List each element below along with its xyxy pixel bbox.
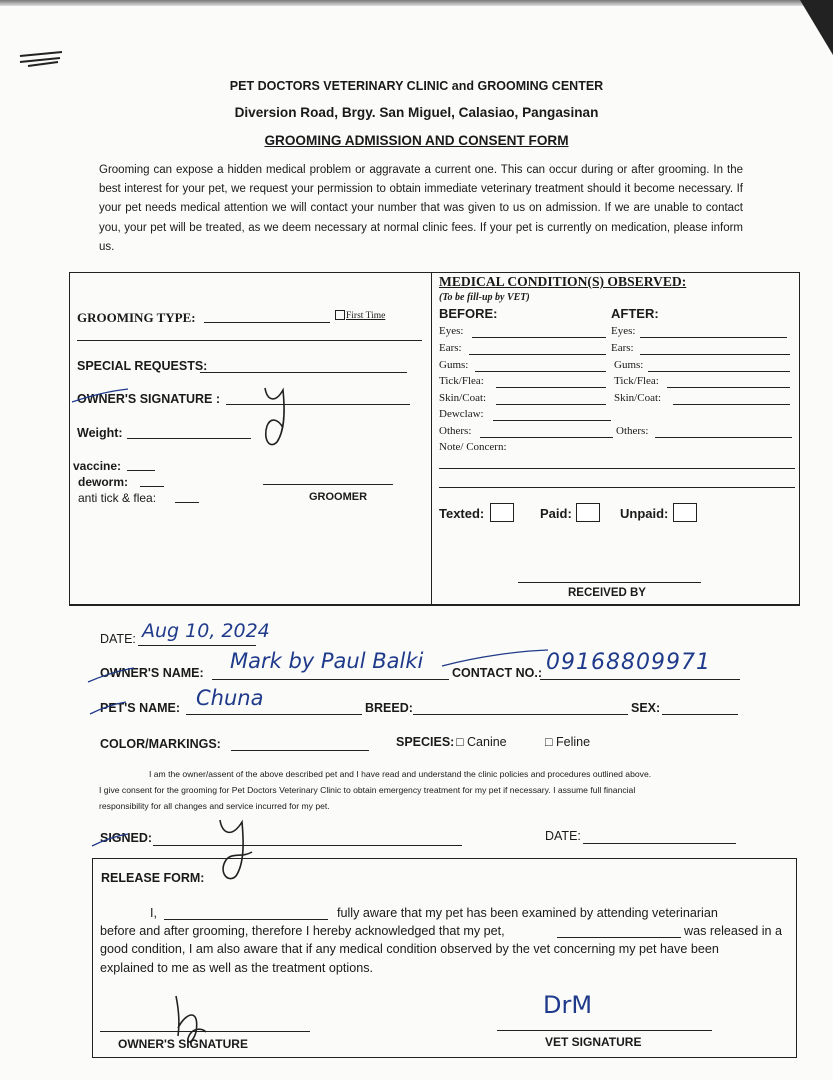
before-ears-label: Ears: [439, 342, 462, 354]
intro-paragraph: Grooming can expose a hidden medical problem or aggravate a current one. This can occur during or after grooming. In the best interest for your pet, we request your permission to obtain immediate veterinary treatment should it become necessary. If your pet needs medical attention we will contact your number that was given to us on admission. If we are unable to contact you, your pet will be treated, as we deem necessary at normal clinic fees. If your pet is currently on medication, please inform us. [99, 164, 743, 253]
feline-option[interactable]: □ Feline [545, 735, 591, 749]
received-by-label: RECEIVED BY [568, 587, 646, 599]
deworm-field[interactable] [140, 486, 164, 487]
owner-name-value: Mark by Paul Balki [230, 649, 424, 673]
vaccine-field[interactable] [127, 470, 155, 471]
paid-label: Paid: [540, 506, 572, 521]
release-text-c: was released in a [684, 924, 783, 938]
before-ears-field[interactable] [469, 354, 606, 355]
received-by-field[interactable] [518, 582, 701, 583]
contact-field[interactable] [540, 679, 740, 680]
after-gums-label: Gums: [614, 359, 644, 371]
deworm-label: deworm: [78, 475, 129, 489]
pet-name-value: Chuna [196, 686, 264, 710]
first-time-label: First Time [346, 311, 386, 321]
consent-line-1: I am the owner/assent of the above described pet and I have read and understand the clinic policies and procedures outlined above. [149, 769, 652, 779]
after-tick-field[interactable] [667, 387, 790, 388]
owner-signature-field[interactable] [226, 404, 410, 405]
before-eyes-label: Eyes: [439, 325, 464, 337]
before-gums-field[interactable] [475, 371, 606, 372]
owner-name-check-mark [86, 666, 136, 684]
owner-signature-mark [255, 380, 295, 452]
color-markings-label: COLOR/MARKINGS: [100, 737, 221, 751]
date-value: Aug 10, 2024 [142, 620, 270, 642]
signed-check-mark [90, 832, 130, 848]
owner-release-signature-label: OWNER'S SIGNATURE [118, 1037, 248, 1051]
before-others-label: Others: [439, 425, 472, 437]
vet-initials-value: DrM [543, 991, 593, 1019]
owner-check-mark [70, 388, 130, 404]
after-ears-field[interactable] [640, 354, 790, 355]
species-label: SPECIES: [396, 735, 455, 749]
special-requests-field[interactable] [200, 372, 407, 373]
unpaid-label: Unpaid: [620, 506, 669, 521]
pet-name-label: PET'S NAME: [100, 701, 181, 715]
after-tick-label: Tick/Flea: [614, 375, 659, 387]
pet-name-field[interactable] [186, 714, 362, 715]
after-ears-label: Ears: [611, 342, 634, 354]
staple-mark [18, 48, 64, 70]
after-label: AFTER: [611, 306, 659, 321]
release-form-title: RELEASE FORM: [101, 871, 205, 885]
special-requests-label: SPECIAL REQUESTS: [77, 359, 208, 373]
groomer-signature-field[interactable] [263, 484, 393, 485]
consent-date-label: DATE: [545, 829, 581, 843]
first-time-checkbox[interactable] [335, 310, 345, 320]
vet-fill-note: (To be fill-up by VET) [439, 292, 530, 303]
corner-shadow [760, 0, 833, 60]
after-gums-field[interactable] [648, 371, 790, 372]
after-others-field[interactable] [655, 437, 792, 438]
after-eyes-label: Eyes: [611, 325, 636, 337]
release-text-e: explained to me as well as the treatment options. [100, 961, 374, 975]
anti-tick-field[interactable] [175, 502, 199, 503]
after-skin-label: Skin/Coat: [614, 392, 662, 404]
contact-value: 09168809971 [546, 650, 711, 675]
contact-check-mark [440, 648, 550, 668]
consent-date-field[interactable] [583, 843, 736, 844]
texted-checkbox[interactable] [490, 503, 514, 522]
vet-signature-label: VET SIGNATURE [545, 1035, 642, 1049]
weight-field[interactable] [127, 438, 251, 439]
before-dewclaw-label: Dewclaw: [439, 408, 484, 420]
before-skin-label: Skin/Coat: [439, 392, 487, 404]
texted-label: Texted: [439, 506, 485, 521]
sex-field[interactable] [662, 714, 738, 715]
grooming-type-label: GROOMING TYPE: [77, 310, 196, 325]
vaccine-label: vaccine: [73, 459, 122, 473]
consent-line-3: responsibility for all changes and service incurred for my pet. [99, 801, 330, 811]
before-skin-field[interactable] [496, 404, 606, 405]
color-markings-field[interactable] [231, 750, 369, 751]
release-i-label: I, [150, 906, 157, 920]
release-pet-field[interactable] [557, 937, 681, 938]
after-eyes-field[interactable] [640, 337, 787, 338]
release-name-field[interactable] [164, 919, 328, 920]
box-divider [431, 272, 432, 606]
before-gums-label: Gums: [439, 359, 469, 371]
breed-field[interactable] [413, 714, 628, 715]
before-dewclaw-field[interactable] [493, 420, 611, 421]
release-text-a: fully aware that my pet has been examined by attending veterinarian [337, 906, 718, 920]
unpaid-checkbox[interactable] [673, 503, 697, 522]
scan-edge [0, 0, 833, 6]
paid-checkbox[interactable] [576, 503, 600, 522]
consent-line-2: I give consent for the grooming for Pet Doctors Veterinary Clinic to obtain emergency treatment for my pet if necessary. I assume full financial [99, 785, 636, 795]
after-others-label: Others: [616, 425, 649, 437]
note-concern-label: Note/ Concern: [439, 441, 507, 453]
date-label: DATE: [100, 632, 136, 646]
before-label: BEFORE: [439, 306, 498, 321]
before-tick-field[interactable] [496, 387, 606, 388]
breed-label: BREED: [365, 701, 413, 715]
weight-label: Weight: [77, 426, 123, 440]
owner-name-label: OWNER'S NAME: [100, 666, 204, 680]
release-text-d: good condition, I am also aware that if any medical condition observed by the vet concerning my pet have been [100, 942, 719, 956]
anti-tick-label: anti tick & flea: [78, 491, 157, 505]
note-line-1[interactable] [439, 468, 795, 469]
before-tick-label: Tick/Flea: [439, 375, 484, 387]
clinic-address: Diversion Road, Brgy. San Miguel, Calasiao, Pangasinan [234, 105, 599, 120]
signed-label: SIGNED: [100, 831, 153, 845]
grooming-type-line-2[interactable] [77, 340, 422, 341]
signed-field[interactable] [153, 845, 462, 846]
medical-condition-title: MEDICAL CONDITION(S) OBSERVED: [439, 274, 687, 289]
vet-signature-field[interactable] [497, 1030, 712, 1031]
owner-signature-label: OWNER'S SIGNATURE : [77, 392, 221, 406]
note-line-2[interactable] [439, 487, 795, 488]
before-others-field[interactable] [480, 437, 613, 438]
contact-label: CONTACT NO.: [452, 666, 543, 680]
sex-label: SEX: [631, 701, 661, 715]
before-eyes-field[interactable] [472, 337, 606, 338]
grooming-type-field[interactable] [204, 322, 330, 323]
pet-name-check-mark [88, 700, 128, 716]
after-skin-field[interactable] [673, 404, 790, 405]
clinic-name: PET DOCTORS VETERINARY CLINIC and GROOMING CENTER [229, 79, 604, 93]
release-text-b: before and after grooming, therefore I hereby acknowledged that my pet, [100, 924, 505, 938]
groomer-label: GROOMER [309, 491, 368, 503]
canine-option[interactable]: □ Canine [456, 735, 507, 749]
owner-name-field[interactable] [212, 679, 449, 680]
form-title: GROOMING ADMISSION AND CONSENT FORM [264, 133, 569, 148]
date-field[interactable] [138, 645, 256, 646]
